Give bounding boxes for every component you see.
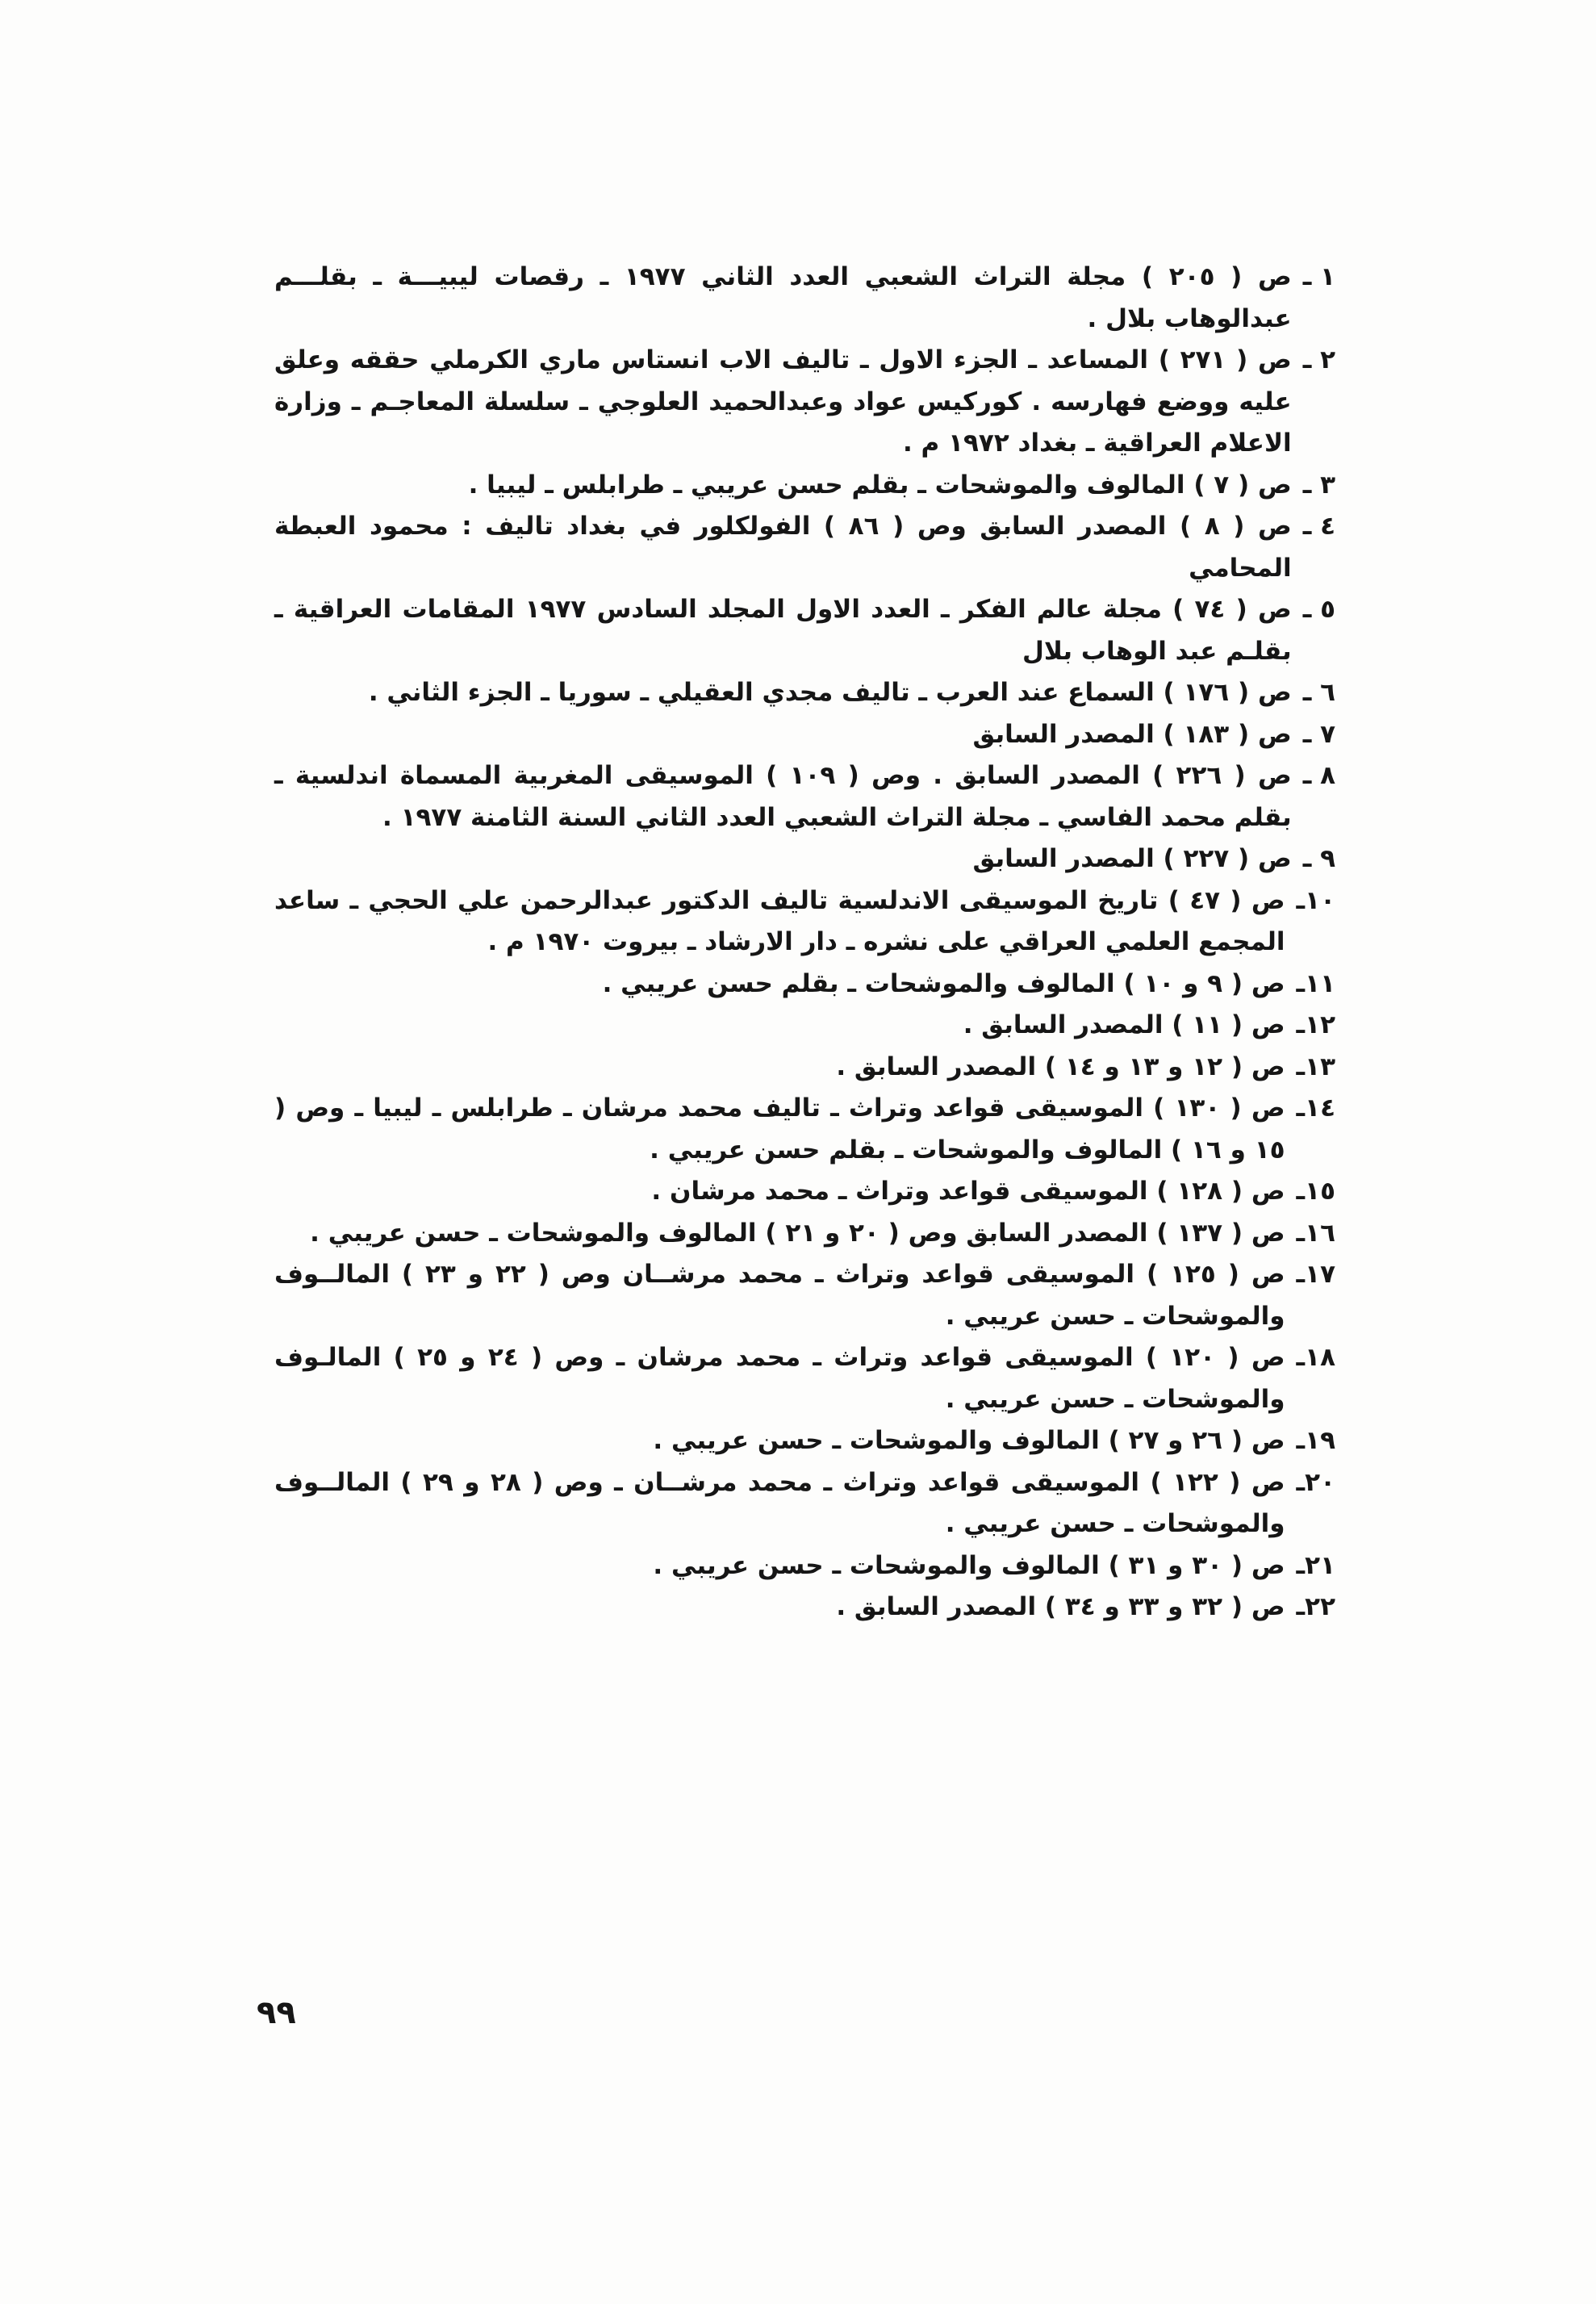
footnote-number: ١٦ـ <box>1296 1218 1335 1248</box>
footnote-item <box>274 1254 1335 1337</box>
footnote-number: ٥ ـ <box>1302 595 1335 624</box>
footnote-text: ص ( ٢٠٥ ) مجلة التراث الشعبي العدد الثاني ١٩٧٧ ـ رقصات ليبيـــة ـ بقلـــم عبدالوهاب بلال . <box>274 262 1292 333</box>
footnote-number: ٦ ـ <box>1302 678 1335 707</box>
footnote-item <box>274 1337 1335 1420</box>
footnote-item <box>274 714 1335 756</box>
footnote-number: ٢٢ـ <box>1296 1592 1335 1621</box>
footnote-text: ص ( ١٨٣ ) المصدر السابق <box>972 719 1292 749</box>
footnote-text: ص ( ٢٦ و ٢٧ ) المالوف والموشحات ـ حسن عريبي . <box>653 1426 1285 1455</box>
footnote-number: ٨ ـ <box>1302 761 1335 790</box>
footnote-number: ٣ ـ <box>1302 470 1335 500</box>
footnote-item <box>274 465 1335 507</box>
footnote-text: ص ( ١٧٦ ) السماع عند العرب ـ تاليف مجدي العقيلي ـ سوريا ـ الجزء الثاني . <box>368 678 1292 707</box>
footnote-text: ص ( ٢٢٦ ) المصدر السابق . وص ( ١٠٩ ) الموسيقى المغربية المسماة اندلسية ـ بقلم محمد الفاسي ـ مجلة التراث الشعبي العدد الثاني السنة الثامنة ١٩٧٧ . <box>274 761 1292 832</box>
footnote-item <box>274 340 1335 465</box>
page-number: ٩٩ <box>257 1994 296 2031</box>
footnote-item <box>274 589 1335 672</box>
footnote-number: ١١ـ <box>1296 968 1335 998</box>
footnote-item <box>274 1587 1335 1629</box>
footnote-text: ص ( ٤٧ ) تاريخ الموسيقى الاندلسية تاليف الدكتور عبدالرحمن علي الحجي ـ ساعد المجمع العلمي العراقي على نشره ـ دار الارشاد ـ بيروت ١٩٧٠ م . <box>274 885 1285 956</box>
footnote-number: ١ ـ <box>1302 262 1335 291</box>
footnote-item <box>274 1213 1335 1255</box>
footnote-number: ١٥ـ <box>1296 1177 1335 1206</box>
footnote-item <box>274 1047 1335 1089</box>
footnote-item <box>274 755 1335 838</box>
footnote-number: ٢ ـ <box>1302 345 1335 374</box>
footnote-item <box>274 1005 1335 1047</box>
footnotes-list <box>274 257 1335 1629</box>
footnote-text: ص ( ١٢ و ١٣ و ١٤ ) المصدر السابق . <box>836 1052 1285 1081</box>
footnote-text: ص ( ٢٧١ ) المساعد ـ الجزء الاول ـ تاليف الاب انستاس ماري الكرملي حققه وعلق عليه ووضع فهارسه . كوركيس عواد وعبدالحميد العلوجي ـ سلسلة المعاجـم ـ وزارة الاعلام العراقية ـ بغداد ١٩٧٢ م . <box>274 345 1292 458</box>
footnote-text: ص ( ٣٢ و ٣٣ و ٣٤ ) المصدر السابق . <box>836 1592 1285 1621</box>
footnote-item <box>274 1545 1335 1587</box>
footnote-text: ص ( ٧٤ ) مجلة عالم الفكر ـ العدد الاول المجلد السادس ١٩٧٧ المقامات العراقية ـ بقلـم عبد الوهاب بلال <box>274 595 1292 666</box>
footnote-text: ص ( ١٣٠ ) الموسيقى قواعد وتراث ـ تاليف محمد مرشان ـ طرابلس ـ ليبيا ـ وص ( ١٥ و ١٦ ) المالوف والموشحات ـ بقلم حسن عريبي . <box>274 1093 1285 1165</box>
footnote-item <box>274 257 1335 340</box>
footnote-item <box>274 838 1335 880</box>
footnote-item <box>274 506 1335 589</box>
footnote-item <box>274 964 1335 1006</box>
footnote-text: ص ( ٨ ) المصدر السابق وص ( ٨٦ ) الفولكلور في بغداد تاليف : محمود العبطة المحامي <box>274 512 1292 583</box>
footnote-number: ٧ ـ <box>1302 719 1335 749</box>
footnote-text: ص ( ١٢٢ ) الموسيقى قواعد وتراث ـ محمد مرشــان ـ وص ( ٢٨ و ٢٩ ) المالــوف والموشحات ـ حسن عريبي . <box>274 1467 1285 1538</box>
footnote-item <box>274 880 1335 964</box>
footnote-number: ١٢ـ <box>1296 1010 1335 1039</box>
footnote-text: ص ( ١٢٥ ) الموسيقى قواعد وتراث ـ محمد مرشــان وص ( ٢٢ و ٢٣ ) المالــوف والموشحات ـ حسن عريبي . <box>274 1260 1285 1331</box>
footnote-item <box>274 1420 1335 1462</box>
footnote-text: ص ( ١٢٨ ) الموسيقى قواعد وتراث ـ محمد مرشان . <box>651 1177 1285 1206</box>
footnote-item <box>274 1462 1335 1545</box>
footnote-number: ١٩ـ <box>1296 1426 1335 1455</box>
footnote-number: ٩ ـ <box>1302 844 1335 873</box>
footnote-text: ص ( ٧ ) المالوف والموشحات ـ بقلم حسن عريبي ـ طرابلس ـ ليبيا . <box>468 470 1292 500</box>
footnote-text: ص ( ٩ و ١٠ ) المالوف والموشحات ـ بقلم حسن عريبي . <box>602 968 1285 998</box>
footnote-number: ٢١ـ <box>1296 1550 1335 1580</box>
footnote-item <box>274 1171 1335 1213</box>
footnote-item <box>274 1088 1335 1171</box>
footnote-item <box>274 672 1335 714</box>
footnote-text: ص ( ٢٢٧ ) المصدر السابق <box>972 844 1292 873</box>
footnote-text: ص ( ١٢٠ ) الموسيقى قواعد وتراث ـ محمد مرشان ـ وص ( ٢٤ و ٢٥ ) المالـوف والموشحات ـ حسن عريبي . <box>274 1343 1285 1414</box>
footnote-text: ص ( ١٣٧ ) المصدر السابق وص ( ٢٠ و ٢١ ) المالوف والموشحات ـ حسن عريبي . <box>310 1218 1285 1248</box>
footnote-number: ١٠ـ <box>1296 885 1335 915</box>
footnote-text: ص ( ١١ ) المصدر السابق . <box>963 1010 1285 1039</box>
footnote-text: ص ( ٣٠ و ٣١ ) المالوف والموشحات ـ حسن عريبي . <box>653 1550 1285 1580</box>
footnote-number: ١٤ـ <box>1296 1093 1335 1123</box>
footnote-number: ٤ ـ <box>1302 512 1335 541</box>
footnote-number: ٢٠ـ <box>1296 1467 1335 1497</box>
footnote-number: ١٧ـ <box>1296 1260 1335 1289</box>
footnote-number: ١٨ـ <box>1296 1343 1335 1372</box>
footnote-number: ١٣ـ <box>1296 1052 1335 1081</box>
